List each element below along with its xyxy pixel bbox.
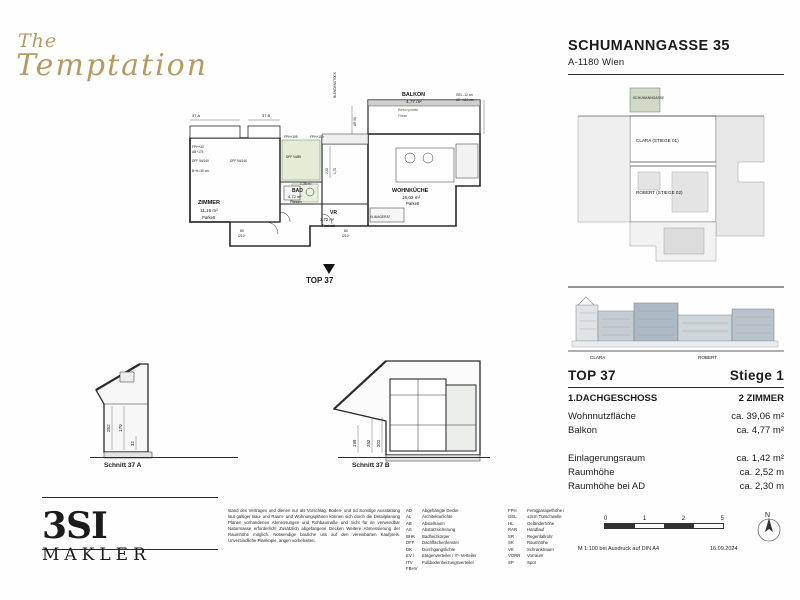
svg-text:N: N (765, 512, 771, 519)
abbr-term: Vorraum (527, 553, 544, 559)
company-logo-line-2: MAKLER (42, 545, 151, 565)
spec-label: Wohnnutzfläche (568, 411, 636, 422)
spec-label: Raumhöhe (568, 467, 615, 478)
unit-top-number: TOP 37 (568, 368, 616, 383)
unit-stiege: Stiege 1 (729, 368, 784, 383)
abbr-code: DFF (406, 540, 415, 546)
scale-tick: 2 (681, 516, 686, 522)
company-logo (42, 505, 151, 565)
unit-info-block (568, 368, 784, 495)
abbr-code: HL (508, 520, 514, 526)
spec-value: ca. 2,30 m (739, 481, 784, 492)
brand-line-1: The (18, 30, 58, 52)
svg-text:VR: VR (330, 210, 337, 216)
site-plan (568, 86, 784, 276)
section-b-drawing (330, 355, 490, 470)
scale-note: M 1:100 bei Ausdruck auf DIN A4 (578, 546, 660, 552)
svg-text:11,16 m²: 11,16 m² (200, 208, 218, 213)
svg-text:SCHUMANNGASSE: SCHUMANNGASSE (633, 96, 665, 100)
abbr-code: DK (406, 546, 412, 552)
svg-text:BAD: BAD (292, 188, 303, 194)
scale-tick: 5 (720, 516, 724, 522)
header-block (568, 38, 784, 75)
unit-floor: 1.DACHGESCHOSS (568, 393, 658, 404)
abbr-code: VK (508, 546, 514, 552)
section-a-label: Schnitt 37 A (104, 462, 142, 469)
scale-bar (604, 516, 724, 529)
scale-tick: 0 (604, 516, 608, 522)
svg-text:37 B: 37 B (262, 113, 271, 118)
section-a-drawing (90, 360, 240, 470)
spec-row (568, 453, 784, 464)
svg-text:BALKON: BALKON (402, 92, 426, 98)
section-a-divider (90, 457, 238, 458)
svg-text:FPH+32: FPH+32 (192, 145, 204, 149)
svg-text:4,77 m²: 4,77 m² (406, 99, 422, 104)
plan-unit-label: TOP 37 (306, 276, 334, 285)
abbr-term: Etagenverteiler / IT- Verteiler (422, 553, 477, 559)
svg-text:16,02 m²: 16,02 m² (402, 195, 421, 200)
abbr-code: VORR (508, 553, 521, 559)
abbr-term: Spot (527, 559, 536, 565)
spec-row (568, 411, 784, 422)
abbr-term: Abstellraum (422, 520, 445, 526)
spec-row (568, 467, 784, 478)
project-address: SCHUMANNGASSE 35 (568, 38, 730, 54)
svg-text:DFF 94/140: DFF 94/140 (192, 159, 209, 163)
building-elevation (568, 285, 784, 363)
spec-label: Raumhöhe bei AD (568, 481, 646, 492)
abbr-term: Schranktraum (527, 546, 554, 552)
svg-text:AB+175: AB+175 (192, 150, 204, 154)
svg-text:252: 252 (106, 424, 111, 432)
abbr-term: Regenfallrohr (527, 533, 553, 539)
abbreviation-codes-1 (406, 508, 420, 572)
abbr-code: BHK (406, 533, 415, 539)
svg-text:1,70: 1,70 (333, 167, 337, 174)
scale-bar-graphic (604, 523, 724, 529)
svg-text:80: 80 (240, 229, 244, 233)
svg-text:80: 80 (344, 229, 348, 233)
footer-divider-top (42, 497, 218, 498)
svg-text:FPH+199: FPH+199 (284, 135, 298, 139)
abbr-code: AS (406, 527, 412, 533)
svg-text:2,52: 2,52 (325, 167, 329, 174)
spec-row (568, 425, 784, 436)
abbr-term: Fußbodenheizungsverteiler (422, 559, 475, 565)
svg-text:ROBERT: ROBERT (698, 355, 718, 360)
svg-text:FPH+199: FPH+199 (310, 135, 324, 139)
svg-text:ZIMMER: ZIMMER (198, 200, 221, 206)
svg-text:Parkett: Parkett (406, 201, 420, 206)
abbr-term: Geländerhöhe (527, 520, 555, 526)
abbr-code: RAR (508, 527, 518, 533)
svg-text:1,36 m²: 1,36 m² (300, 182, 312, 186)
section-b-label: Schnitt 37 B (352, 462, 390, 469)
svg-text:DFF 94/85: DFF 94/85 (286, 155, 302, 159)
project-city: A-1180 Wien (568, 57, 625, 68)
svg-text:DFF 94/140: DFF 94/140 (230, 159, 247, 163)
svg-text:Fliese: Fliese (398, 114, 408, 118)
svg-text:32: 32 (130, 441, 135, 446)
svg-text:Parkett: Parkett (322, 223, 335, 228)
svg-text:ROBERT (STIEGE 02): ROBERT (STIEGE 02) (636, 190, 683, 195)
svg-text:CLARA (STIEGE 01): CLARA (STIEGE 01) (636, 138, 679, 143)
abbr-code: AB (406, 520, 412, 526)
abbr-code: GEL (508, 514, 517, 520)
svg-text:3,72 m²: 3,72 m² (320, 217, 335, 222)
abbr-term: Handlauf (527, 527, 545, 533)
header-divider (568, 74, 784, 75)
spec-row (568, 481, 784, 492)
abbr-code: AD (406, 508, 412, 513)
abbr-code: FBHV (406, 565, 418, 571)
spec-value: ca. 4,77 m² (736, 425, 784, 436)
svg-text:/210: /210 (238, 234, 245, 238)
svg-text:WOHNKÜCHE: WOHNKÜCHE (392, 188, 429, 194)
abbr-term: Dachflächenfenster (422, 540, 460, 546)
svg-text:Fliesen: Fliesen (290, 200, 302, 204)
svg-text:4,72 m²: 4,72 m² (288, 194, 302, 199)
abbr-term: Abgehängte Decke (422, 508, 459, 513)
abbr-code: SK (508, 540, 514, 546)
abbreviation-codes-2 (508, 508, 526, 566)
spec-label: Einlagerungsraum (568, 453, 646, 464)
svg-text:252: 252 (366, 439, 371, 447)
svg-text:/210: /210 (342, 234, 349, 238)
svg-text:202: 202 (376, 439, 381, 447)
spec-value: ca. 2,52 m (739, 467, 784, 478)
abbr-code: SR (508, 533, 514, 539)
svg-text:CLARA: CLARA (590, 355, 606, 360)
abbr-term: Architekturlichte (422, 514, 453, 520)
company-logo-line-1: 3SI (42, 505, 107, 547)
svg-text:199: 199 (352, 439, 357, 447)
svg-text:170: 170 (118, 424, 123, 432)
scale-tick: 1 (642, 516, 647, 522)
svg-text:37 A: 37 A (192, 113, 201, 118)
plan-date: 16.09.2024 (710, 546, 738, 552)
brand-line-2: Temptation (16, 48, 209, 83)
svg-text:GEL -12 cm: GEL -12 cm (456, 93, 473, 97)
unit-rooms: 2 ZIMMER (738, 393, 784, 404)
spec-label: Balkon (568, 425, 598, 436)
abbr-code: SP (508, 559, 514, 565)
footer-divider-bottom (42, 549, 218, 550)
abbr-term: Raumhöhe (527, 540, 549, 546)
abbr-term: Fertigparapethöhe i ±3cm Türschwelle (527, 508, 565, 520)
svg-text:AR +112 cm: AR +112 cm (456, 98, 474, 102)
svg-text:KLIMAGERÄT: KLIMAGERÄT (370, 215, 391, 219)
abbr-term: Abstürzsicherung (422, 527, 456, 533)
unit-divider-1 (568, 387, 784, 388)
abbr-code: FPH (508, 508, 517, 513)
spec-value: ca. 39,06 m² (731, 411, 784, 422)
abbr-code: EV / ITV (406, 553, 415, 565)
abbreviation-terms-2 (527, 508, 573, 566)
legal-disclaimer: stand des Vertrages und dienen nur als Vorschlag. Boden- und nd Sonstige Ausstattung laut gültiger Bau- und Raum- und Wohnungsplänen können sich durch die Detailplanung Planen vorhandenen Abmessungen und Rohbaumaße und nicht für ite verwendbar Naturmasse erforderlich! Zusätzlich abgefangene Decken Weitere Abmessierung der Raumhöhe möglich. Notwendige bauliche uss auf den vereinbarten Kaufpreis. Unverbindliche Plankopie, angen vorbehalten. (228, 508, 400, 544)
svg-text:B+H=30 cm: B+H=30 cm (192, 169, 209, 173)
section-b-divider (338, 457, 490, 458)
svg-text:Betonplatte: Betonplatte (398, 107, 419, 112)
abbreviation-terms-1 (422, 508, 506, 566)
abbr-term: Badheizkörper (422, 533, 450, 539)
compass-north (752, 510, 786, 546)
svg-text:AR 90: AR 90 (353, 117, 357, 126)
abbr-code: AL (406, 514, 412, 520)
spec-value: ca. 1,42 m² (736, 453, 784, 464)
svg-text:BLENDENSTOCK: BLENDENSTOCK (333, 72, 337, 98)
abbr-term: Durchgangslichte (422, 546, 456, 552)
svg-text:Parkett: Parkett (202, 215, 216, 220)
